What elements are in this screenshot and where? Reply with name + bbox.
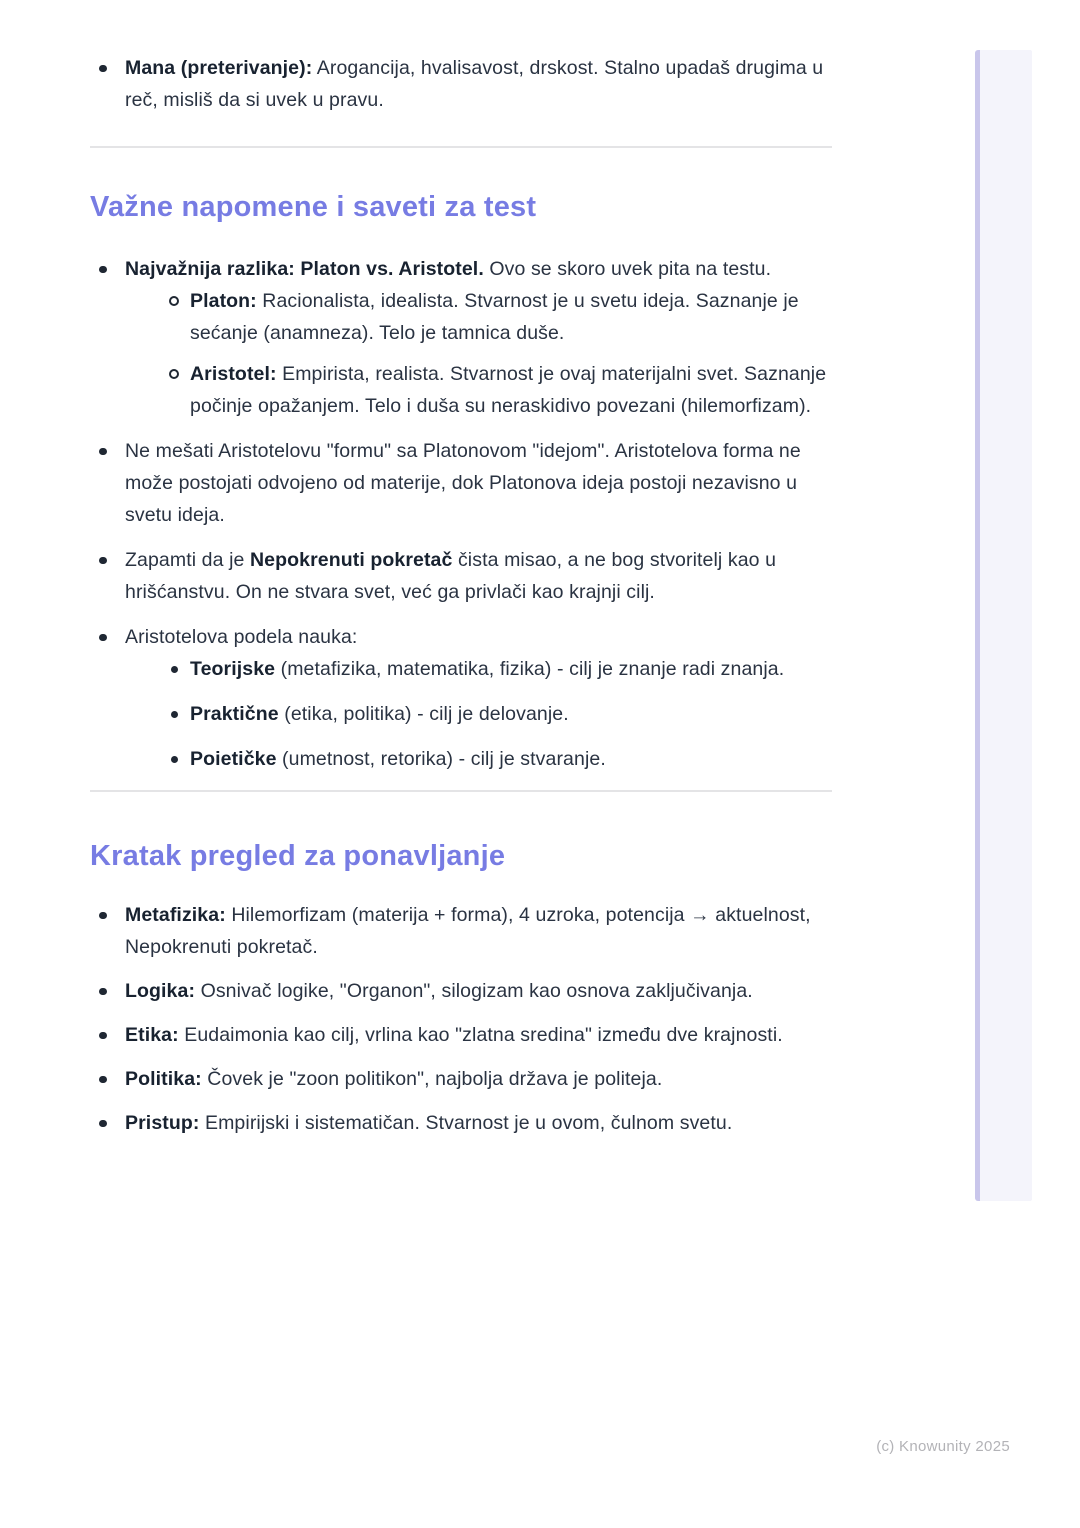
list-item — [125, 743, 832, 775]
list-item — [90, 253, 832, 422]
intro-list — [90, 52, 832, 116]
item-text: Ovo se skoro uvek pita na testu. — [483, 258, 772, 280]
document-content — [90, 0, 832, 1151]
copyright-notice: (c) Knowunity 2025 — [876, 1438, 1010, 1455]
item-text-bold: Poietičke — [190, 748, 277, 770]
item-text: Aristotelova podela nauka: — [125, 626, 358, 648]
list-item — [125, 358, 832, 422]
item-text-bold: Mana (preterivanje): — [125, 57, 313, 79]
list-item — [125, 698, 832, 730]
review-list — [90, 899, 832, 1139]
section-heading-test-tips: Važne napomene i saveti za test — [90, 191, 537, 223]
item-text: Empirijski i sistematičan. Stvarnost je u ovom, čulnom svetu. — [199, 1112, 733, 1134]
list-item — [90, 1063, 832, 1095]
item-text-bold: Najvažnija razlika: Platon vs. Aristotel. — [125, 258, 484, 280]
list-item — [90, 899, 832, 963]
list-item — [125, 653, 832, 685]
list-item — [90, 544, 832, 608]
item-text-bold: Praktične — [190, 703, 279, 725]
item-text: Ne mešati Aristotelovu "formu" sa Platonovom "idejom". Aristotelova forma ne može postojati odvojeno od materije, dok Platonova ideja postoji nezavisno u svetu ideja. — [125, 440, 801, 526]
page-edge-panel — [975, 50, 1032, 1201]
list-item — [90, 52, 832, 116]
item-text: čista misao, a ne bog stvoritelj kao u hrišćanstvu. On ne stvara svet, već ga privlači kao krajnji cilj. — [125, 549, 777, 603]
item-text: Čovek je "zoon politikon", najbolja država je politeja. — [201, 1068, 663, 1090]
list-item — [90, 975, 832, 1007]
item-text-bold: Aristotel: — [190, 363, 277, 385]
item-text: Empirista, realista. Stvarnost je ovaj materijalni svet. Saznanje počinje opažanjem. Telo i duša su neraskidivo povezani (hilemorfizam). — [190, 363, 827, 417]
item-text: Osnivač logike, "Organon", silogizam kao osnova zaključivanja. — [195, 980, 753, 1002]
list-item — [90, 1107, 832, 1139]
item-text-bold: Pristup: — [125, 1112, 200, 1134]
item-text: Zapamti da je — [125, 549, 250, 571]
item-text: (umetnost, retorika) - cilj je stvaranje. — [276, 748, 606, 770]
item-text-bold: Politika: — [125, 1068, 202, 1090]
list-item — [90, 621, 832, 775]
item-text-bold: Metafizika: — [125, 904, 226, 926]
item-text: Arogancija, hvalisavost, drskost. Stalno upadaš drugima u reč, misliš da si uvek u pravu. — [125, 57, 824, 111]
item-text: (etika, politika) - cilj je delovanje. — [278, 703, 569, 725]
list-item — [90, 1019, 832, 1051]
section-divider — [90, 790, 832, 792]
item-text-bold: Logika: — [125, 980, 196, 1002]
sub-list-podela-nauka — [125, 653, 832, 775]
item-text: Hilemorfizam (materija + forma), 4 uzroka, potencija → aktuelnost, Nepokrenuti pokretač. — [125, 904, 811, 958]
list-item — [90, 435, 832, 531]
item-text-bold: Platon: — [190, 290, 257, 312]
item-text: (metafizika, matematika, fizika) - cilj je znanje radi znanja. — [275, 658, 785, 680]
item-text: Racionalista, idealista. Stvarnost je u svetu ideja. Saznanje je sećanje (anamneza). Telo je tamnica duše. — [190, 290, 799, 344]
section-divider — [90, 146, 832, 148]
item-text-bold: Etika: — [125, 1024, 179, 1046]
sub-list-platon-aristotel — [125, 285, 832, 422]
item-text-bold: Teorijske — [190, 658, 276, 680]
section-heading-review: Kratak pregled za ponavljanje — [90, 840, 506, 872]
list-item — [125, 285, 832, 349]
test-tips-list — [90, 253, 832, 775]
item-text: Eudaimonia kao cilj, vrlina kao "zlatna sredina" između dve krajnosti. — [178, 1024, 783, 1046]
item-text-bold: Nepokrenuti pokretač — [249, 549, 453, 571]
